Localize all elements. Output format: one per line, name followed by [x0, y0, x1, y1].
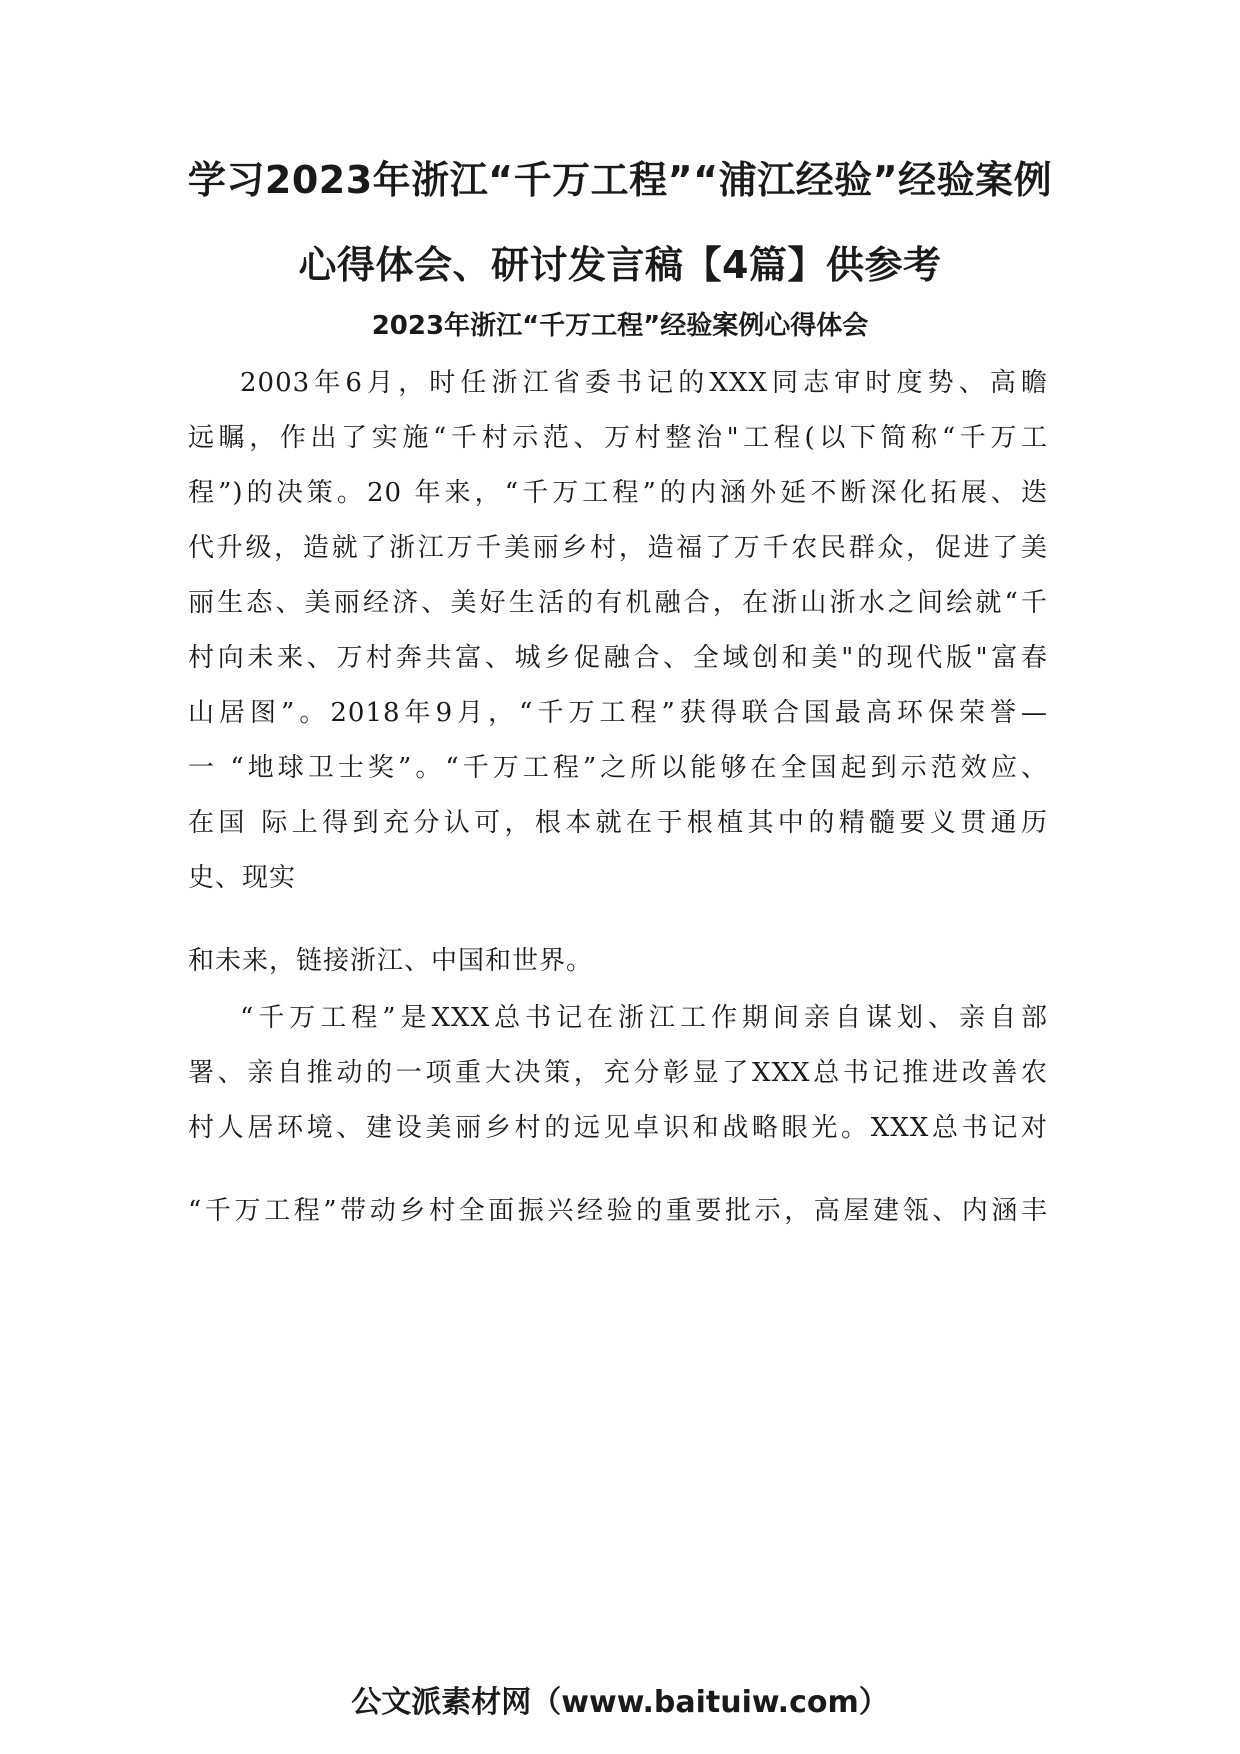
body-line: 史、现实	[188, 863, 297, 893]
body-line: “千万工程”是XXX总书记在浙江工作期间亲自谋划、亲自部	[240, 1003, 1048, 1033]
body-line: 山居图”。2018年9月，“千万工程”获得联合国最高环保荣誉—	[188, 698, 1048, 728]
body-line: 远瞩，作出了实施“千村示范、万村整治"工程(以下简称“千万工	[188, 423, 1048, 453]
body-line: 2003年6月，时任浙江省委书记的XXX同志审时度势、高瞻	[240, 368, 1048, 398]
body-line: 丽生态、美丽经济、美好生活的有机融合，在浙山浙水之间绘就“千	[188, 588, 1048, 618]
body-line: 和未来，链接浙江、中国和世界。	[188, 946, 594, 976]
body-line: “千万工程”带动乡村全面振兴经验的重要批示，高屋建瓴、内涵丰	[188, 1196, 1048, 1226]
body-line: 村人居环境、建设美丽乡村的远见卓识和战略眼光。XXX总书记对	[188, 1113, 1048, 1143]
body-line: 一 “地球卫士奖”。“千万工程”之所以能够在全国起到示范效应、	[188, 753, 1048, 783]
footer-watermark: 公文派素材网（www.baituiw.com）	[351, 1685, 889, 1720]
body-line: 署、亲自推动的一项重大决策，充分彰显了XXX总书记推进改善农	[188, 1058, 1048, 1088]
section-subtitle: 2023年浙江“千万工程”经验案例心得体会	[371, 311, 869, 341]
body-line: 在国 际上得到充分认可，根本就在于根植其中的精髓要义贯通历	[188, 808, 1048, 838]
document-title-line-2: 心得体会、研讨发言稿【4篇】供参考	[298, 243, 942, 287]
body-line: 程”)的决策。20 年来，“千万工程”的内涵外延不断深化拓展、迭	[188, 478, 1048, 508]
body-line: 村向未来、万村奔共富、城乡促融合、全域创和美"的现代版"富春	[188, 643, 1048, 673]
document-title-line-1: 学习2023年浙江“千万工程”“浦江经验”经验案例	[187, 158, 1053, 202]
body-line: 代升级，造就了浙江万千美丽乡村，造福了万千农民群众，促进了美	[188, 533, 1048, 563]
